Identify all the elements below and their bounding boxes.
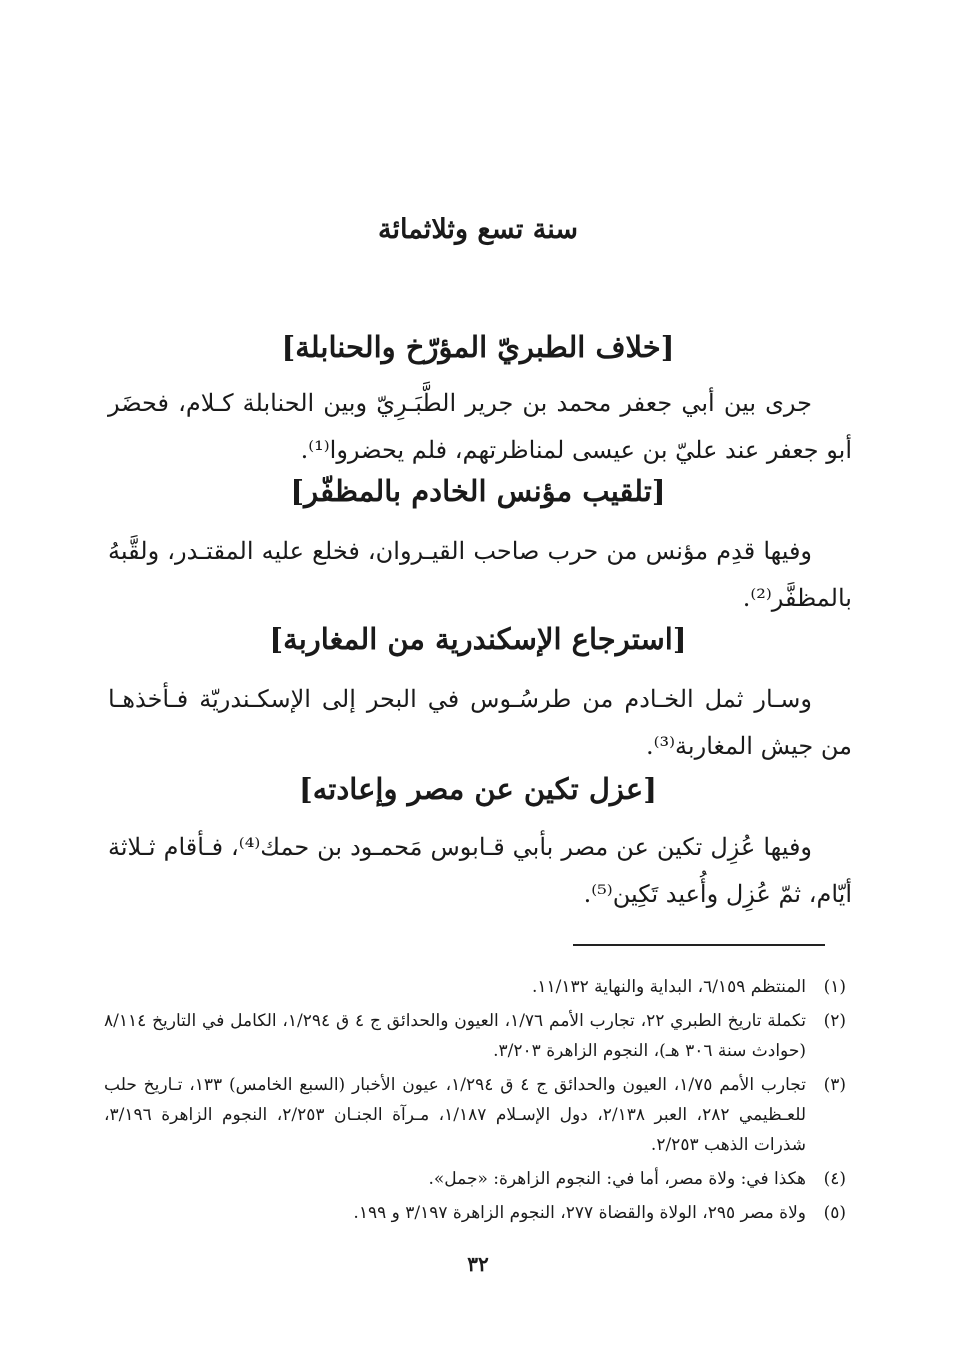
- section-heading-munis: [تلقيب مؤنس الخادم بالمظفّر]: [290, 474, 666, 508]
- footnotes: [104, 972, 846, 1232]
- paragraph-text: جرى بين أبي جعفر محمد بن جرير الطَّبَـرِيّ وبين الحنابلة كـلام، فحضَر أبو جعفر عند عليّ بن عيسى لمناظرتهم، فلم يحضروا⁽¹⁾.: [108, 389, 852, 464]
- footnote-2: [104, 1006, 846, 1066]
- footnote-text: هكذا في: ولاة مصر، أما في: النجوم الزاهرة: «جمل».: [428, 1169, 806, 1189]
- footnote-number: (٢): [823, 1011, 846, 1031]
- paragraph-text: وفيها قدِم مؤنس من حرب صاحب القيـروان، فخلع عليه المقتـدر، ولقَّبهُ بالمظفَّر⁽²⁾.: [108, 537, 852, 612]
- section-paragraph-munis: [108, 528, 852, 622]
- footnote-number: (٤): [823, 1169, 846, 1189]
- section-heading-takin: [عزل تكين عن مصر وإعادته]: [299, 772, 657, 806]
- footnote-1: [104, 972, 846, 1002]
- footnote-number: (٥): [823, 1203, 846, 1223]
- footnote-text: المنتظم ٦/١٥٩، البداية والنهاية ١١/١٣٢.: [531, 977, 806, 997]
- year-title: سنة تسع وثلاثمائة: [377, 214, 579, 245]
- section-heading-tabari: [خلاف الطبريّ المؤرّخ والحنابلة]: [281, 330, 675, 364]
- section-paragraph-alexandria: [108, 676, 852, 770]
- page-number: ٣٢: [467, 1252, 489, 1276]
- section-paragraph-tabari: [108, 380, 852, 474]
- footnote-separator: [573, 944, 825, 946]
- footnote-text: تجارب الأمم ١/٧٥، العيون والحدائق ج ٤ ق ١/٢٩٤، عيون الأخبار (السبع الخامس) ١٣٣، تـاريخ حلب للعـظيمي ٢٨٢، العبر ٢/١٣٨، دول الإسـلام ١/١٨٧، مـرآة الجنـان ٢/٢٥٣، النجوم الزاهرة ٣/١٩٦، شذرات الذهب ٢/٢٥٣.: [104, 1075, 807, 1155]
- footnote-3: [104, 1070, 846, 1160]
- footnote-5: [104, 1198, 846, 1228]
- footnote-4: [104, 1164, 846, 1194]
- section-heading-alexandria: [استرجاع الإسكندرية من المغاربة]: [269, 622, 687, 656]
- footnote-number: (١): [823, 977, 846, 997]
- footnote-number: (٣): [823, 1075, 846, 1095]
- footnote-text: ولاة مصر ٢٩٥، الولاة والقضاة ٢٧٧، النجوم الزاهرة ٣/١٩٧ و ١٩٩.: [353, 1203, 806, 1223]
- paragraph-text: وفيها عُزِل تكين عن مصر بأبي قـابوس مَحمـود بن حمك⁽⁴⁾، فـأقام ثـلاثة أيّام، ثمّ عُزِل وأُعيد تَكِين⁽⁵⁾.: [108, 833, 852, 908]
- paragraph-text: وسـار ثمل الخـادم من طرسُـوس في البحر إلى الإسكـندريّة فـأخذهـا من جيش المغاربة⁽³⁾.: [108, 685, 852, 760]
- section-paragraph-takin: [108, 824, 852, 918]
- footnote-text: تكملة تاريخ الطبري ٢٢، تجارب الأمم ١/٧٦، العيون والحدائق ج ٤ ق ١/٢٩٤، الكامل في التاريخ ٨/١١٤ (حوادث سنة ٣٠٦ هـ)، النجوم الزاهرة ٣/٢٠٣.: [104, 1011, 806, 1061]
